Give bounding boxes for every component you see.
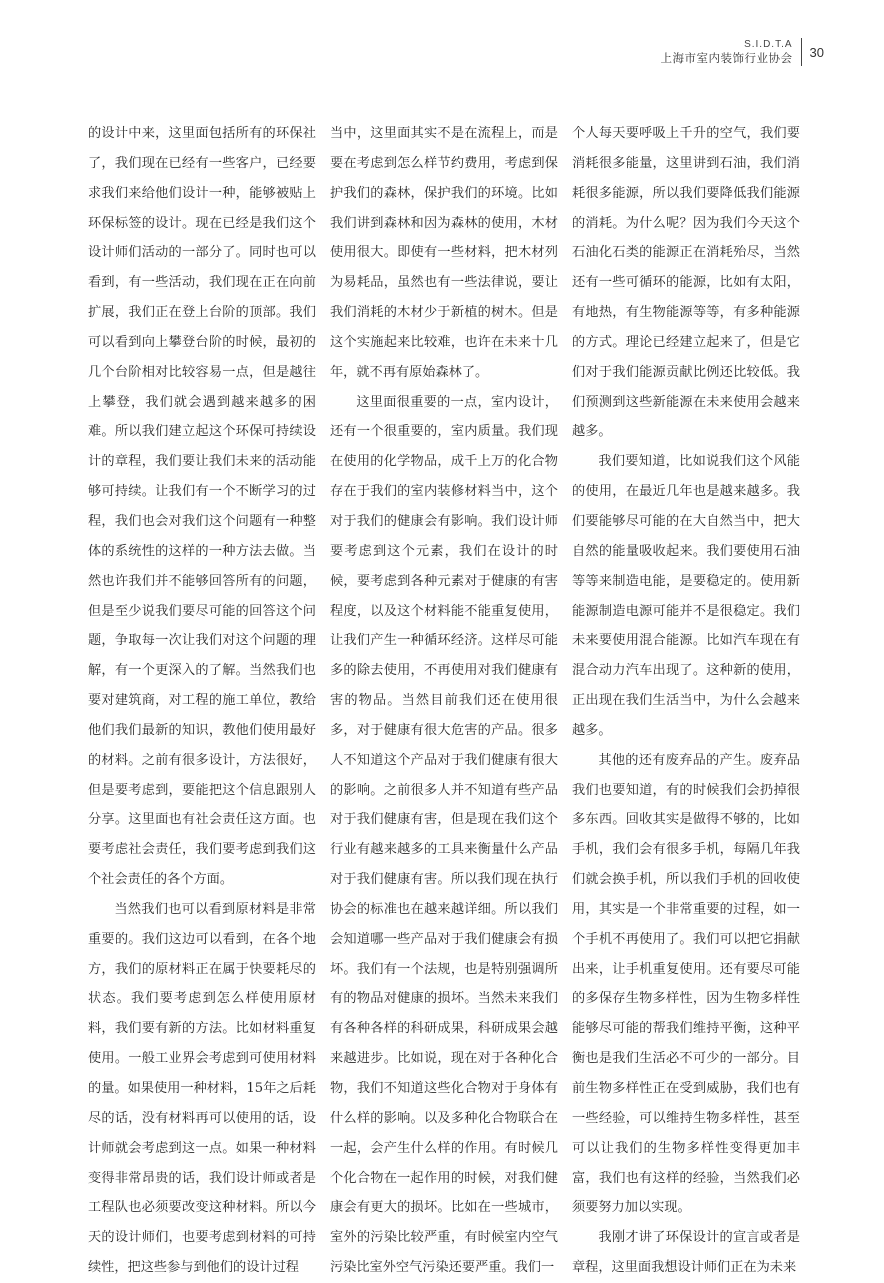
header-divider xyxy=(801,38,802,66)
paragraph: 的设计中来，这里面包括所有的环保社了，我们现在已经有一些客户，已经要求我们来给他们设计一种，能够被贴上环保标签的设计。现在已经是我们这个设计师们活动的一部分了。同时也可以看到，有一些活动，我们现在正在向前扩展，我们正在登上台阶的顶部。我们可以看到向上攀登台阶的时候，最初的几个台阶相对比较容易一点，但是越往上攀登，我们就会遇到越来越多的困难。所以我们建立起这个环保可持续设计的章程，我们要让我们未来的活动能够可持续。让我们有一个不断学习的过程，我们也会对我们这个问题有一种整体的系统性的这样的一种方法去做。当然也许我们并不能够回答所有的问题，但是至少说我们要尽可能的回答这个问题，争取每一次让我们对这个问题的理解，有一个更深入的了解。当然我们也要对建筑商，对工程的施工单位，教给他们我们最新的知识，教他们使用最好的材料。之前有很多设计，方法很好，但是要考虑到，要能把这个信息跟别人分享。这里面也有社会责任这方面。也要考虑社会责任，我们要考虑到我们这个社会责任的各个方面。 xyxy=(88,126,316,888)
text-column-1 xyxy=(88,119,316,1283)
organization-name-cn: 上海市室内装饰行业协会 xyxy=(660,50,793,65)
page-header xyxy=(661,38,824,66)
paragraph: 我们要知道，比如说我们这个风能的使用，在最近几年也是越来越多。我们要能够尽可能的在大自然当中，把大自然的能量吸收起来。我们要使用石油等等来制造电能，是要稳定的。使用新能源制造电源可能并不是很稳定。我们未来要使用混合能源。比如汽车现在有混合动力汽车出现了。这种新的使用，正出现在我们生活当中，为什么会越来越多。 xyxy=(572,454,800,738)
organization-name-en: S.I.D.T.A xyxy=(744,38,793,50)
paragraph: 我刚才讲了环保设计的宣言或者是章程，这里面我想设计师们正在为未来 xyxy=(572,1230,800,1276)
page-number: 30 xyxy=(809,44,824,60)
paragraph: 个人每天要呼吸上千升的空气，我们要消耗很多能量，这里讲到石油，我们消耗很多能源，所以我们要降低我们能源的消耗。为什么呢？因为我们今天这个石油化石类的能源正在消耗殆尽，当然还有一些可循环的能源，比如有太阳，有地热，有生物能源等等，有多种能源的方式。理论已经建立起来了，但是它们对于我们能源贡献比例还比较低。我们预测到这些新能源在未来使用会越来越多。 xyxy=(572,126,800,440)
paragraph: 当中，这里面其实不是在流程上，而是要在考虑到怎么样节约费用，考虑到保护我们的森林，保护我们的环境。比如我们讲到森林和因为森林的使用，木材使用很大。即使有一些材料，把木材列为易耗品，虽然也有一些法律说，要让我们消耗的木材少于新植的树木。但是这个实施起来比较难，也许在未来十几年，就不再有原始森林了。 xyxy=(330,126,558,380)
paragraph: 当然我们也可以看到原材料是非常重要的。我们这边可以看到，在各个地方，我们的原材料正在属于快要耗尽的状态。我们要考虑到怎么样使用原材料，我们要有新的方法。比如材料重复使用。一般工业界会考虑到可使用材料的量。如果使用一种材料，15年之后耗尽的话，没有材料再可以使用的话，设计师就会考虑到这一点。如果一种材料变得非常昂贵的话，我们设计师或者是工程队也必须要改变这种材料。所以今天的设计师们，也要考虑到材料的可持续性，把这些参与到他们的设计过程 xyxy=(88,901,316,1276)
organization-name xyxy=(661,39,793,66)
paragraph: 这里面很重要的一点，室内设计，还有一个很重要的，室内质量。我们现在使用的化学物品，成千上万的化合物存在于我们的室内装修材料当中，这个对于我们的健康会有影响。我们设计师要考虑到这个元素，我们在设计的时候，要考虑到各种元素对于健康的有害程度，以及这个材料能不能重复使用，让我们产生一种循环经济。这样尽可能多的除去使用，不再使用对我们健康有害的物品。当然目前我们还在使用很多，对于健康有很大危害的产品。很多人不知道这个产品对于我们健康有很大的影响。之前很多人并不知道有些产品对于我们健康有害，但是现在我们这个行业有越来越多的工具来衡量什么产品对于我们健康有害。所以我们现在执行协会的标准也在越来越详细。所以我们会知道哪一些产品对于我们健康会有损坏。我们有一个法规，也是特别强调所有的物品对健康的损坏。当然未来我们有各种各样的科研成果，科研成果会越来越进步。比如说，现在对于各种化合物，我们不知道这些化合物对于身体有什么样的影响。以及多种化合物联合在一起，会产生什么样的作用。有时候几个化合物在一起作用的时候，对我们健康会有更大的损坏。比如在一些城市，室外的污染比较严重，有时候室内空气污染比室外空气污染还要严重。我们一 xyxy=(330,394,558,1276)
text-column-3 xyxy=(572,119,800,1283)
text-column-2 xyxy=(330,119,558,1283)
paragraph: 其他的还有废弃品的产生。废弃品我们也要知道，有的时候我们会扔掉很多东西。回收其实是做得不够的，比如手机，我们会有很多手机，每隔几年我们就会换手机，所以我们手机的回收使用，其实是一个非常重要的过程，如一个手机不再使用了。我们可以把它捐献出来，让手机重复使用。还有要尽可能的多保存生物多样性，因为生物多样性能够尽可能的帮我们维持平衡，这种平衡也是我们生活必不可少的一部分。目前生物多样性正在受到威胁，我们也有一些经验，可以维持生物多样性，甚至可以让我们的生物多样性变得更加丰富，我们也有这样的经验，当然我们必须要努力加以实现。 xyxy=(572,752,800,1216)
